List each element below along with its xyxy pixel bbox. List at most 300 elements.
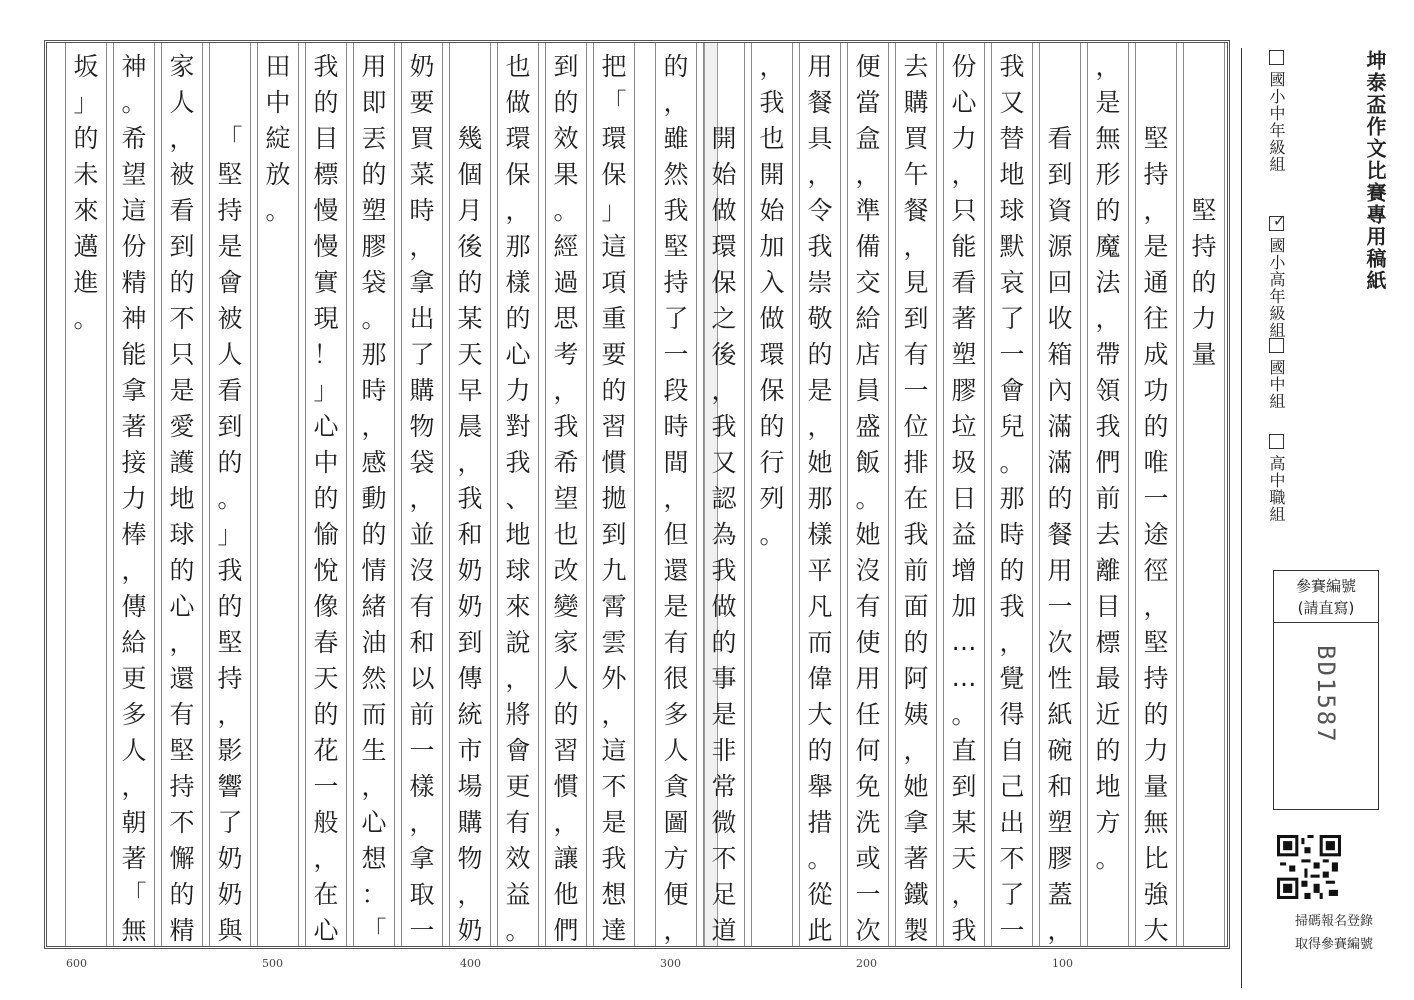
- grid-cell: 她: [855, 520, 881, 549]
- grid-cell: 某: [951, 808, 977, 837]
- grid-cell: 棒: [121, 520, 147, 549]
- grid-cell: 物: [409, 412, 435, 441]
- grid-cell: 一: [1143, 484, 1169, 513]
- grid-cell: 那: [807, 484, 833, 513]
- essay-column: [65, 43, 107, 946]
- grid-cell: [257, 659, 299, 695]
- grid-cell: 一: [409, 916, 435, 945]
- grid-cell: 的: [999, 556, 1025, 585]
- grid-cell: 的: [601, 376, 627, 405]
- grid-cell: 出: [409, 304, 435, 333]
- grid-cell: 春: [313, 628, 339, 657]
- grid-cell: 我: [951, 916, 977, 945]
- grid-cell: 無: [1095, 124, 1121, 153]
- grid-cell: 去: [903, 52, 929, 81]
- grid-cell: 回: [1047, 268, 1073, 297]
- grid-cell: 心: [313, 916, 339, 945]
- grid-cell: 持: [1143, 664, 1169, 693]
- grid-cell: 那: [505, 232, 531, 261]
- grid-cell: 地: [999, 160, 1025, 189]
- essay-title-column: [1183, 43, 1225, 946]
- grid-cell: 。: [951, 700, 977, 729]
- grid-cell: 地: [505, 520, 531, 549]
- grid-cell: 我: [553, 412, 579, 441]
- grid-cell: ，: [1143, 196, 1169, 225]
- grid-cell: [65, 659, 107, 695]
- grid-cell: 持: [217, 196, 243, 225]
- grid-cell: 方: [663, 844, 689, 873]
- grid-cell: [257, 479, 299, 515]
- grid-cell: 著: [121, 844, 147, 873]
- grid-cell: 開: [759, 160, 785, 189]
- grid-cell: 大: [1143, 916, 1169, 945]
- grid-cell: ，: [1047, 916, 1073, 945]
- grid-cell: 盛: [855, 412, 881, 441]
- grid-cell: 之: [711, 304, 737, 333]
- grid-cell: 要: [601, 340, 627, 369]
- grid-cell: 中: [313, 448, 339, 477]
- essay-column: [593, 43, 635, 946]
- grid-cell: 一: [903, 376, 929, 405]
- grid-cell: 是: [601, 808, 627, 837]
- grid-cell: 無: [121, 916, 147, 945]
- grid-cell: 著: [951, 304, 977, 333]
- grid-cell: [751, 911, 793, 947]
- grid-cell: 」: [217, 520, 243, 549]
- grid-cell: 的: [1143, 412, 1169, 441]
- grid-cell: 樣: [505, 268, 531, 297]
- grid-cell: 內: [1047, 376, 1073, 405]
- grid-cell: 保: [601, 160, 627, 189]
- grid-cell: 的: [903, 628, 929, 657]
- grid-cell: 而: [807, 628, 833, 657]
- grid-cell: [751, 623, 793, 659]
- grid-cell: 的: [313, 88, 339, 117]
- grid-cell: [257, 623, 299, 659]
- grid-cell: 這: [121, 196, 147, 225]
- grid-cell: 不: [169, 304, 195, 333]
- grid-cell: 們: [553, 916, 579, 945]
- grid-cell: 早: [457, 376, 483, 405]
- grid-cell: 奶: [457, 556, 483, 585]
- grid-cell: 慢: [313, 232, 339, 261]
- grid-cell: [65, 407, 107, 443]
- grid-cell: 。: [807, 844, 833, 873]
- grid-cell: 兒: [999, 412, 1025, 441]
- grid-cell: 但: [663, 520, 689, 549]
- essay-column: [751, 43, 793, 946]
- checkbox[interactable]: [1269, 338, 1284, 353]
- grid-cell: 一: [855, 880, 881, 909]
- grid-cell: 膠: [951, 376, 977, 405]
- grid-cell: 時: [409, 196, 435, 225]
- grid-cell: 環: [759, 340, 785, 369]
- grid-cell: 為: [711, 520, 737, 549]
- grid-cell: [1183, 155, 1225, 191]
- grid-cell: 能: [121, 340, 147, 369]
- grid-cell: 天: [951, 844, 977, 873]
- grid-cell: [65, 839, 107, 875]
- grid-cell: 持: [217, 664, 243, 693]
- grid-cell: 我: [663, 196, 689, 225]
- grid-cell: 堅: [1143, 124, 1169, 153]
- grid-cell: 一: [999, 916, 1025, 945]
- grid-cell: 凡: [807, 592, 833, 621]
- grid-cell: 考: [553, 340, 579, 369]
- grid-cell: 圾: [951, 448, 977, 477]
- grid-cell: 用: [855, 664, 881, 693]
- grid-cell: 九: [601, 556, 627, 585]
- grid-cell: [257, 839, 299, 875]
- grid-cell: ，: [169, 628, 195, 657]
- grid-cell: 離: [1095, 556, 1121, 585]
- grid-cell: 前: [409, 700, 435, 729]
- grid-cell: 家: [553, 628, 579, 657]
- essay-column: [113, 43, 155, 946]
- grid-cell: 飯: [855, 448, 881, 477]
- grid-cell: ，: [121, 556, 147, 585]
- grid-cell: [257, 551, 299, 587]
- grid-cell: 看: [951, 268, 977, 297]
- grid-cell: 拋: [601, 484, 627, 513]
- grid-cell: 膠: [1047, 844, 1073, 873]
- grid-cell: 沒: [855, 556, 881, 585]
- grid-cell: 朝: [121, 808, 147, 837]
- grid-cell: 的: [1095, 736, 1121, 765]
- grid-cell: [751, 659, 793, 695]
- grid-cell: 那: [999, 484, 1025, 513]
- option-junior-high[interactable]: [1265, 338, 1288, 410]
- grid-cell: ，: [663, 88, 689, 117]
- grid-cell: 奶: [457, 916, 483, 945]
- grid-cell: 用: [361, 52, 387, 81]
- grid-cell: [1183, 83, 1225, 119]
- grid-cell: 給: [855, 304, 881, 333]
- grid-cell: 過: [553, 268, 579, 297]
- grid-cell: 。: [759, 520, 785, 549]
- checkbox-checked[interactable]: [1269, 216, 1284, 231]
- grid-cell: 「: [361, 916, 387, 945]
- grid-cell: 何: [855, 736, 881, 765]
- form-title: 坤泰盃作文比賽專用稿紙: [1363, 50, 1387, 292]
- grid-cell: ，: [1095, 52, 1121, 81]
- grid-cell: 力: [121, 484, 147, 513]
- checkbox[interactable]: [1269, 50, 1284, 65]
- grid-cell: 項: [601, 268, 627, 297]
- grid-cell: 標: [313, 160, 339, 189]
- grid-cell: 的: [313, 700, 339, 729]
- grid-cell: 成: [1143, 340, 1169, 369]
- grid-cell: [65, 443, 107, 479]
- grid-cell: 果: [553, 160, 579, 189]
- grid-cell: [1183, 371, 1225, 407]
- grid-cell: 面: [903, 592, 929, 621]
- grid-cell: 把: [601, 52, 627, 81]
- grid-cell: 有: [169, 700, 195, 729]
- essay-column: [1087, 43, 1129, 946]
- grid-cell: 強: [1143, 880, 1169, 909]
- grid-cell: 經: [553, 232, 579, 261]
- grid-cell: [1183, 119, 1225, 155]
- grid-cell: 姨: [903, 700, 929, 729]
- grid-cell: 領: [1095, 376, 1121, 405]
- grid-cell: 一: [999, 340, 1025, 369]
- grid-cell: 力: [1143, 736, 1169, 765]
- grid-cell: [1183, 587, 1225, 623]
- grid-cell: 時: [663, 412, 689, 441]
- grid-cell: 有: [903, 340, 929, 369]
- grid-cell: 通: [1143, 268, 1169, 297]
- grid-cell: 我: [313, 52, 339, 81]
- grid-cell: 多: [663, 700, 689, 729]
- grid-cell: 要: [409, 88, 435, 117]
- grid-cell: [751, 839, 793, 875]
- grid-cell: 是: [1095, 88, 1121, 117]
- registration-header: [1274, 571, 1378, 623]
- grid-cell: 的: [361, 520, 387, 549]
- grid-cell: 標: [1095, 628, 1121, 657]
- grid-cell: [1183, 767, 1225, 803]
- grid-cell: [1039, 47, 1081, 83]
- grid-cell: 、: [505, 484, 531, 513]
- grid-cell: [1183, 911, 1225, 947]
- grid-cell: 給: [121, 628, 147, 657]
- grid-cell: ，: [361, 772, 387, 801]
- grid-cell: 大: [807, 700, 833, 729]
- grid-cell: [1087, 875, 1129, 911]
- grid-cell: 午: [903, 160, 929, 189]
- grid-cell: 與: [217, 916, 243, 945]
- essay-column: [895, 43, 937, 946]
- grid-cell: [751, 551, 793, 587]
- grid-cell: 習: [601, 412, 627, 441]
- grid-cell: 滿: [1047, 412, 1073, 441]
- grid-cell: 心: [313, 412, 339, 441]
- grid-cell: 這: [601, 232, 627, 261]
- grid-cell: [257, 767, 299, 803]
- grid-cell: 店: [855, 340, 881, 369]
- grid-cell: 資: [1047, 196, 1073, 225]
- option-elementary-upper[interactable]: [1265, 216, 1288, 339]
- grid-cell: 望: [553, 484, 579, 513]
- grid-cell: 重: [601, 304, 627, 333]
- grid-cell: 員: [855, 376, 881, 405]
- grid-cell: 將: [505, 700, 531, 729]
- grid-cell: ！: [313, 340, 339, 369]
- grid-cell: 月: [457, 196, 483, 225]
- grid-cell: 奶: [217, 844, 243, 873]
- grid-cell: 行: [759, 448, 785, 477]
- grid-cell: 和: [1047, 772, 1073, 801]
- grid-cell: 堅: [217, 628, 243, 657]
- grid-cell: 天: [313, 664, 339, 693]
- grid-cell: 的: [169, 880, 195, 909]
- grid-cell: 實: [313, 268, 339, 297]
- grid-cell: 保: [505, 160, 531, 189]
- grid-cell: 用: [1047, 556, 1073, 585]
- grid-cell: 具: [807, 124, 833, 153]
- grid-cell: 的: [1095, 196, 1121, 225]
- essay-column: [161, 43, 203, 946]
- grid-cell: 著: [903, 844, 929, 873]
- grid-cell: 環: [601, 124, 627, 153]
- grid-cell: 是: [807, 376, 833, 405]
- grid-cell: 雲: [601, 628, 627, 657]
- grid-cell: [703, 83, 745, 119]
- grid-cell: 更: [121, 664, 147, 693]
- grid-cell: 替: [999, 124, 1025, 153]
- grid-cell: 到: [601, 520, 627, 549]
- grid-cell: 愛: [169, 412, 195, 441]
- grid-cell: 餐: [903, 196, 929, 225]
- option-senior-high[interactable]: [1265, 434, 1288, 523]
- grid-cell: 買: [409, 124, 435, 153]
- grid-cell: 的: [505, 304, 531, 333]
- grid-cell: [65, 767, 107, 803]
- grid-cell: 還: [663, 556, 689, 585]
- grid-cell: 紙: [1047, 700, 1073, 729]
- grid-cell: ，: [121, 772, 147, 801]
- grid-cell: 的: [711, 628, 737, 657]
- grid-cell: 。: [999, 448, 1025, 477]
- grid-cell: 堅: [169, 736, 195, 765]
- grid-cell: 響: [217, 772, 243, 801]
- grid-cell: 我: [711, 556, 737, 585]
- grid-cell: 這: [601, 736, 627, 765]
- grid-cell: ，: [807, 160, 833, 189]
- grid-cell: ，: [951, 160, 977, 189]
- grid-cell: 一: [663, 340, 689, 369]
- grid-cell: [257, 299, 299, 335]
- grid-cell: …: [951, 662, 977, 692]
- grid-cell: 保: [759, 376, 785, 405]
- grid-cell: ，: [999, 628, 1025, 657]
- grid-cell: [1183, 875, 1225, 911]
- grid-cell: 「: [601, 88, 627, 117]
- grid-cell: 那: [361, 340, 387, 369]
- grid-cell: 徑: [1143, 556, 1169, 585]
- grid-cell: 丟: [361, 124, 387, 153]
- grid-cell: 有: [855, 592, 881, 621]
- grid-cell: 來: [73, 196, 99, 225]
- grid-cell: 微: [711, 808, 737, 837]
- grid-cell: 希: [121, 124, 147, 153]
- grid-cell: 持: [663, 268, 689, 297]
- essay-column: [209, 43, 251, 946]
- option-elementary-middle[interactable]: [1265, 50, 1288, 173]
- grid-cell: 蓋: [1047, 880, 1073, 909]
- grid-cell: 到: [217, 412, 243, 441]
- grid-cell: 近: [1095, 700, 1121, 729]
- checkbox[interactable]: [1269, 434, 1284, 449]
- grid-cell: 看: [217, 376, 243, 405]
- qr-note: 取得參賽編號: [1294, 937, 1373, 952]
- grid-cell: 次: [1047, 628, 1073, 657]
- grid-cell: [65, 587, 107, 623]
- grid-cell: 奶: [217, 880, 243, 909]
- grid-cell: 入: [759, 268, 785, 297]
- option-label: 國小中年級組: [1267, 71, 1286, 173]
- grid-cell: 始: [759, 196, 785, 225]
- ruler-mark: 400: [460, 957, 481, 970]
- grid-cell: 間: [663, 448, 689, 477]
- grid-cell: ，: [855, 160, 881, 189]
- manuscript-grid: [44, 40, 1230, 949]
- panel-divider: [1241, 48, 1242, 988]
- grid-cell: 晨: [457, 412, 483, 441]
- grid-cell: 此: [807, 916, 833, 945]
- grid-cell: 我: [807, 232, 833, 261]
- grid-cell: 力: [951, 124, 977, 153]
- grid-cell: 我: [711, 412, 737, 441]
- grid-cell: 又: [999, 88, 1025, 117]
- option-label: 國小高年級組: [1267, 237, 1286, 339]
- grid-cell: 神: [121, 52, 147, 81]
- grid-cell: 便: [663, 880, 689, 909]
- grid-cell: 會: [217, 268, 243, 297]
- grid-cell: 中: [265, 88, 291, 117]
- grid-cell: ，: [903, 232, 929, 261]
- grid-cell: 和: [457, 520, 483, 549]
- grid-cell: 了: [663, 304, 689, 333]
- grid-cell: 魔: [1095, 232, 1121, 261]
- grid-cell: 免: [855, 772, 881, 801]
- grid-cell: 己: [999, 772, 1025, 801]
- grid-cell: 球: [505, 556, 531, 585]
- grid-cell: [257, 911, 299, 947]
- grid-cell: ：: [361, 880, 387, 909]
- grid-cell: 使: [855, 628, 881, 657]
- grid-cell: 能: [951, 232, 977, 261]
- grid-cell: 懈: [169, 844, 195, 873]
- grid-cell: ，: [217, 700, 243, 729]
- grid-cell: 動: [361, 484, 387, 513]
- grid-cell: 是: [663, 592, 689, 621]
- grid-cell: 不: [711, 844, 737, 873]
- grid-cell: 悅: [313, 556, 339, 585]
- grid-cell: 交: [855, 268, 881, 297]
- grid-cell: 油: [361, 628, 387, 657]
- ruler-mark: 200: [856, 957, 877, 970]
- essay-column: [353, 43, 395, 946]
- grid-cell: 我: [505, 448, 531, 477]
- grid-cell: 有: [505, 808, 531, 837]
- qr-code-icon[interactable]: [1277, 835, 1341, 899]
- grid-cell: 護: [169, 448, 195, 477]
- grid-cell: ，: [663, 916, 689, 945]
- form-side-panel: [1241, 20, 1406, 990]
- grid-cell: 我: [903, 520, 929, 549]
- grid-cell: 的: [807, 340, 833, 369]
- grid-cell: 堅: [663, 232, 689, 261]
- grid-cell: 。: [1095, 844, 1121, 873]
- grid-cell: 的: [807, 736, 833, 765]
- grid-cell: 一: [313, 772, 339, 801]
- grid-cell: 拿: [409, 844, 435, 873]
- grid-cell: 的: [1191, 268, 1217, 297]
- grid-cell: 鐵: [903, 880, 929, 909]
- grid-cell: [1183, 731, 1225, 767]
- qr-note: 掃碼報名登錄: [1294, 914, 1373, 929]
- grid-cell: ，: [505, 196, 531, 225]
- grid-cell: [209, 47, 251, 83]
- grid-cell: ，: [409, 808, 435, 837]
- grid-cell: [751, 875, 793, 911]
- essay-column: [799, 43, 841, 946]
- grid-cell: ，: [409, 484, 435, 513]
- grid-cell: 措: [807, 808, 833, 837]
- grid-cell: 列: [759, 484, 785, 513]
